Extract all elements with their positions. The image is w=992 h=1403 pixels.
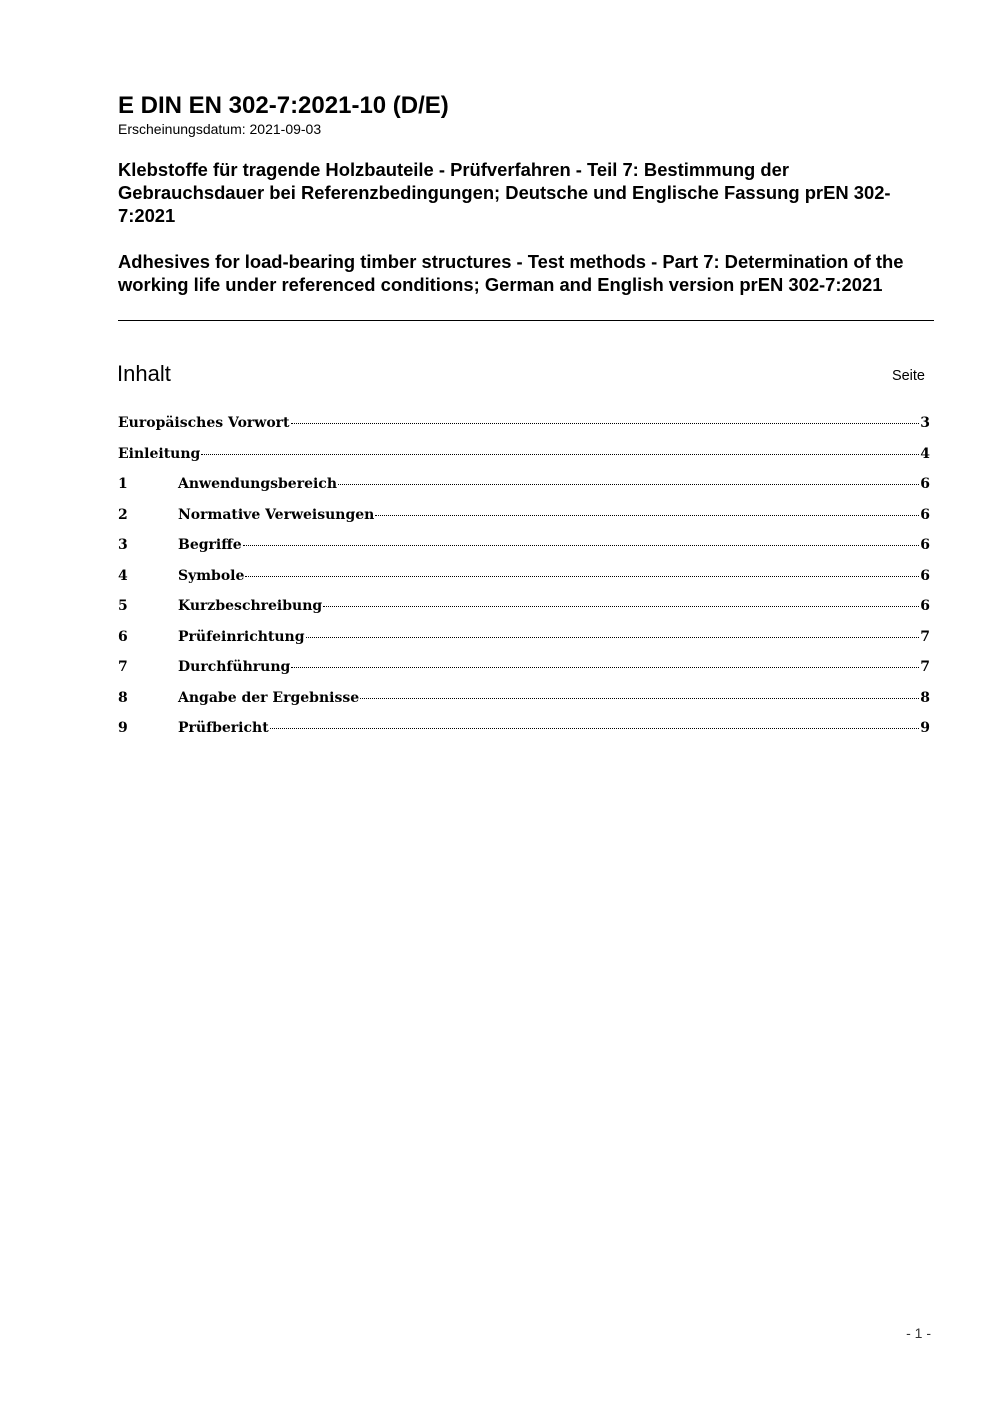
toc-dot-leader	[291, 667, 919, 668]
toc-entry-title: Durchführung	[178, 659, 291, 675]
toc-dot-leader	[291, 423, 920, 424]
toc-entry-title: Normative Verweisungen	[178, 506, 375, 523]
toc-dot-leader	[360, 698, 919, 699]
toc-page-label: Seite	[891, 368, 925, 384]
document-id: E DIN EN 302-7:2021-10 (D/E)	[118, 92, 449, 119]
toc-dot-leader	[323, 606, 919, 607]
toc-dot-leader	[201, 454, 919, 455]
toc-entry-title: Begriffe	[178, 537, 242, 553]
toc-entry-page: 6	[920, 506, 930, 523]
toc-entry-page: 6	[920, 598, 930, 614]
toc-dot-leader	[375, 515, 919, 516]
toc-entry-begriffe[interactable]	[118, 537, 930, 568]
toc-dot-leader	[338, 484, 919, 485]
toc-entry-number: 5	[118, 598, 128, 614]
toc-entry-title: Angabe der Ergebnisse	[178, 689, 360, 706]
toc-entry-page: 7	[920, 628, 930, 645]
toc-entry-einleitung[interactable]	[118, 446, 930, 477]
publication-date: Erscheinungsdatum: 2021-09-03	[118, 121, 322, 137]
toc-entry-title: Anwendungsbereich	[178, 476, 337, 492]
toc-entry-title: Einleitung	[118, 445, 201, 462]
toc-entry-page: 7	[920, 659, 930, 675]
toc-entry-title: Europäisches Vorwort	[118, 415, 290, 431]
toc-entry-title: Symbole	[178, 567, 245, 584]
toc-dot-leader	[245, 576, 919, 577]
toc-entry-number: 6	[118, 628, 128, 645]
table-of-contents	[118, 415, 930, 751]
toc-entry-page: 9	[920, 720, 930, 736]
toc-entry-title: Prüfeinrichtung	[178, 628, 305, 645]
title-divider	[118, 320, 934, 321]
page-number: - 1 -	[906, 1325, 931, 1341]
toc-entry-number: 4	[118, 567, 128, 584]
toc-entry-normative-verweisungen[interactable]	[118, 507, 930, 538]
toc-entry-page: 6	[920, 537, 930, 553]
toc-entry-number: 7	[118, 659, 128, 675]
toc-entry-kurzbeschreibung[interactable]	[118, 598, 930, 629]
toc-entry-pruefeinrichtung[interactable]	[118, 629, 930, 660]
toc-entry-anwendungsbereich[interactable]	[118, 476, 930, 507]
toc-entry-title: Kurzbeschreibung	[178, 598, 323, 614]
toc-dot-leader	[270, 728, 920, 729]
title-english: Adhesives for load-bearing timber structures - Test methods - Part 7: Determination of the working life under referenced conditions; German and English version prEN 302-7:2021	[118, 251, 904, 295]
toc-entry-durchfuehrung[interactable]	[118, 659, 930, 690]
toc-dot-leader	[243, 545, 920, 546]
toc-entry-title: Prüfbericht	[178, 720, 269, 736]
toc-entry-number: 2	[118, 506, 128, 523]
toc-entry-page: 4	[920, 445, 930, 462]
toc-entry-page: 3	[920, 415, 930, 431]
toc-entry-page: 6	[920, 476, 930, 492]
toc-heading: Inhalt	[117, 361, 171, 386]
toc-entry-angabe-der-ergebnisse[interactable]	[118, 690, 930, 721]
toc-entry-number: 3	[118, 537, 128, 553]
toc-entry-page: 8	[920, 689, 930, 706]
toc-entry-number: 1	[118, 476, 128, 492]
toc-entry-europaeisches-vorwort[interactable]	[118, 415, 930, 446]
toc-entry-number: 9	[118, 720, 128, 736]
toc-entry-pruefbericht[interactable]	[118, 720, 930, 751]
title-german: Klebstoffe für tragende Holzbauteile - Prüfverfahren - Teil 7: Bestimmung der Gebrauchsdauer bei Referenzbedingungen; Deutsche und Englische Fassung prEN 302-7:2021	[118, 159, 891, 226]
toc-entry-number: 8	[118, 689, 128, 706]
toc-dot-leader	[306, 637, 920, 638]
toc-entry-symbole[interactable]	[118, 568, 930, 599]
toc-entry-page: 6	[920, 567, 930, 584]
